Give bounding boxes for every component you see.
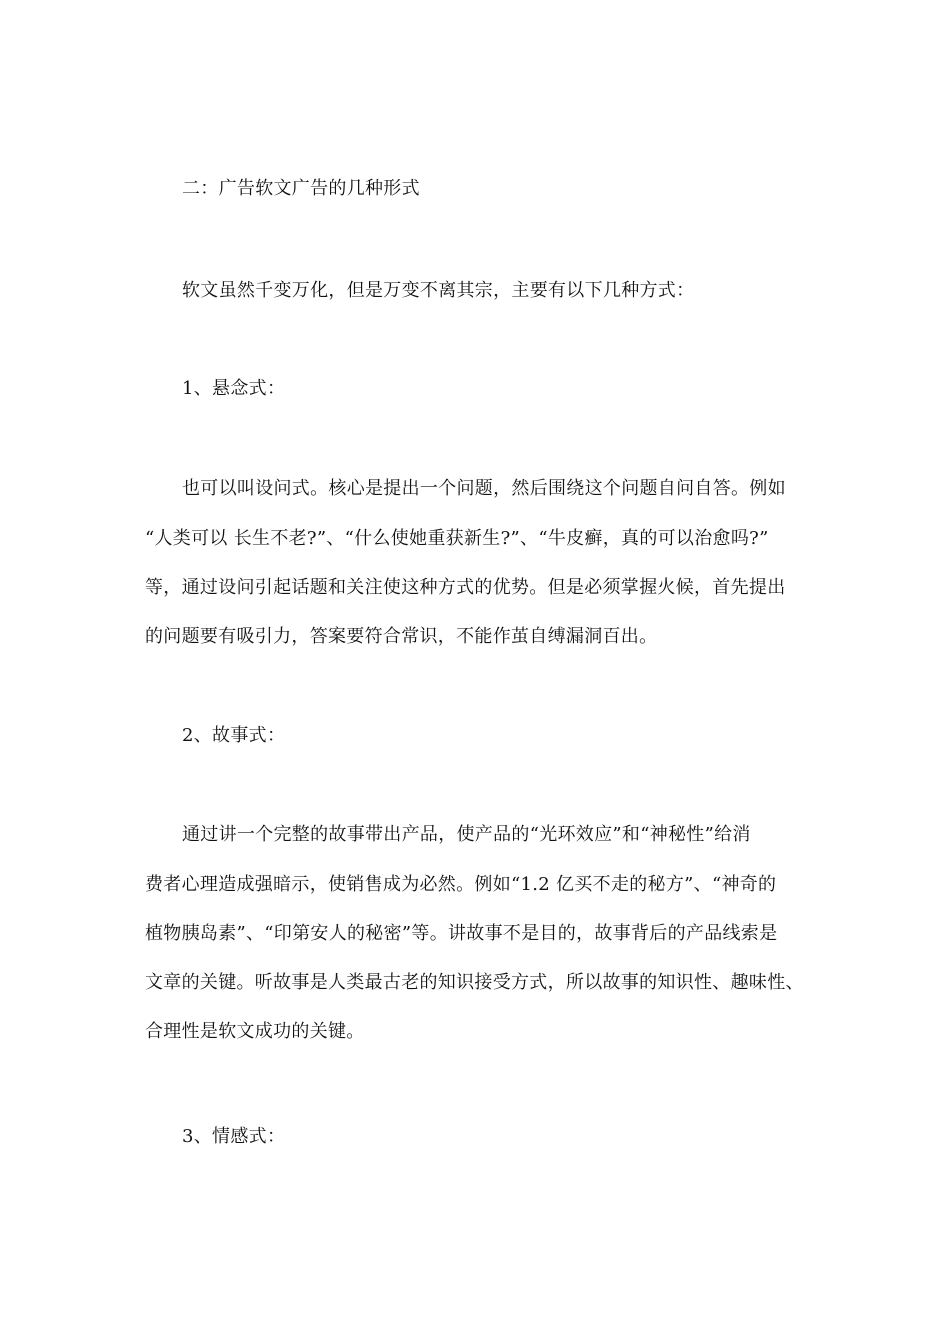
intro-paragraph: 软文虽然千变万化，但是万变不离其宗，主要有以下几种方式： — [182, 280, 695, 301]
paragraph-line: 通过讲一个完整的故事带出产品，使产品的“光环效应”和“神秘性”给消 — [182, 824, 751, 845]
paragraph-line: 合理性是软文成功的关键。 — [145, 1021, 365, 1042]
paragraph-line: 的问题要有吸引力，答案要符合常识，不能作茧自缚漏洞百出。 — [145, 626, 658, 647]
paragraph-line: “人类可以 长生不老?”、“什么使她重获新生?”、“牛皮癣，真的可以治愈吗?” — [145, 528, 769, 549]
paragraph-line: 文章的关键。听故事是人类最古老的知识接受方式，所以故事的知识性、趣味性、 — [145, 972, 804, 993]
item-heading-story: 2、故事式： — [182, 725, 286, 746]
paragraph-line: 等，通过设问引起话题和关注使这种方式的优势。但是必须掌握火候，首先提出 — [145, 577, 786, 598]
item-heading-suspense: 1、悬念式： — [182, 378, 286, 399]
paragraph-line: 费者心理造成强暗示，使销售成为必然。例如“1.2 亿买不走的秘方”、“神奇的 — [145, 874, 777, 895]
paragraph-line: 植物胰岛素”、“印第安人的秘密”等。讲故事不是目的，故事背后的产品线索是 — [145, 923, 778, 944]
paragraph-line: 也可以叫设问式。核心是提出一个问题，然后围绕这个问题自问自答。例如 — [182, 478, 786, 499]
item-heading-emotion: 3、情感式： — [182, 1126, 286, 1147]
section-heading: 二：广告软文广告的几种形式 — [182, 178, 420, 199]
